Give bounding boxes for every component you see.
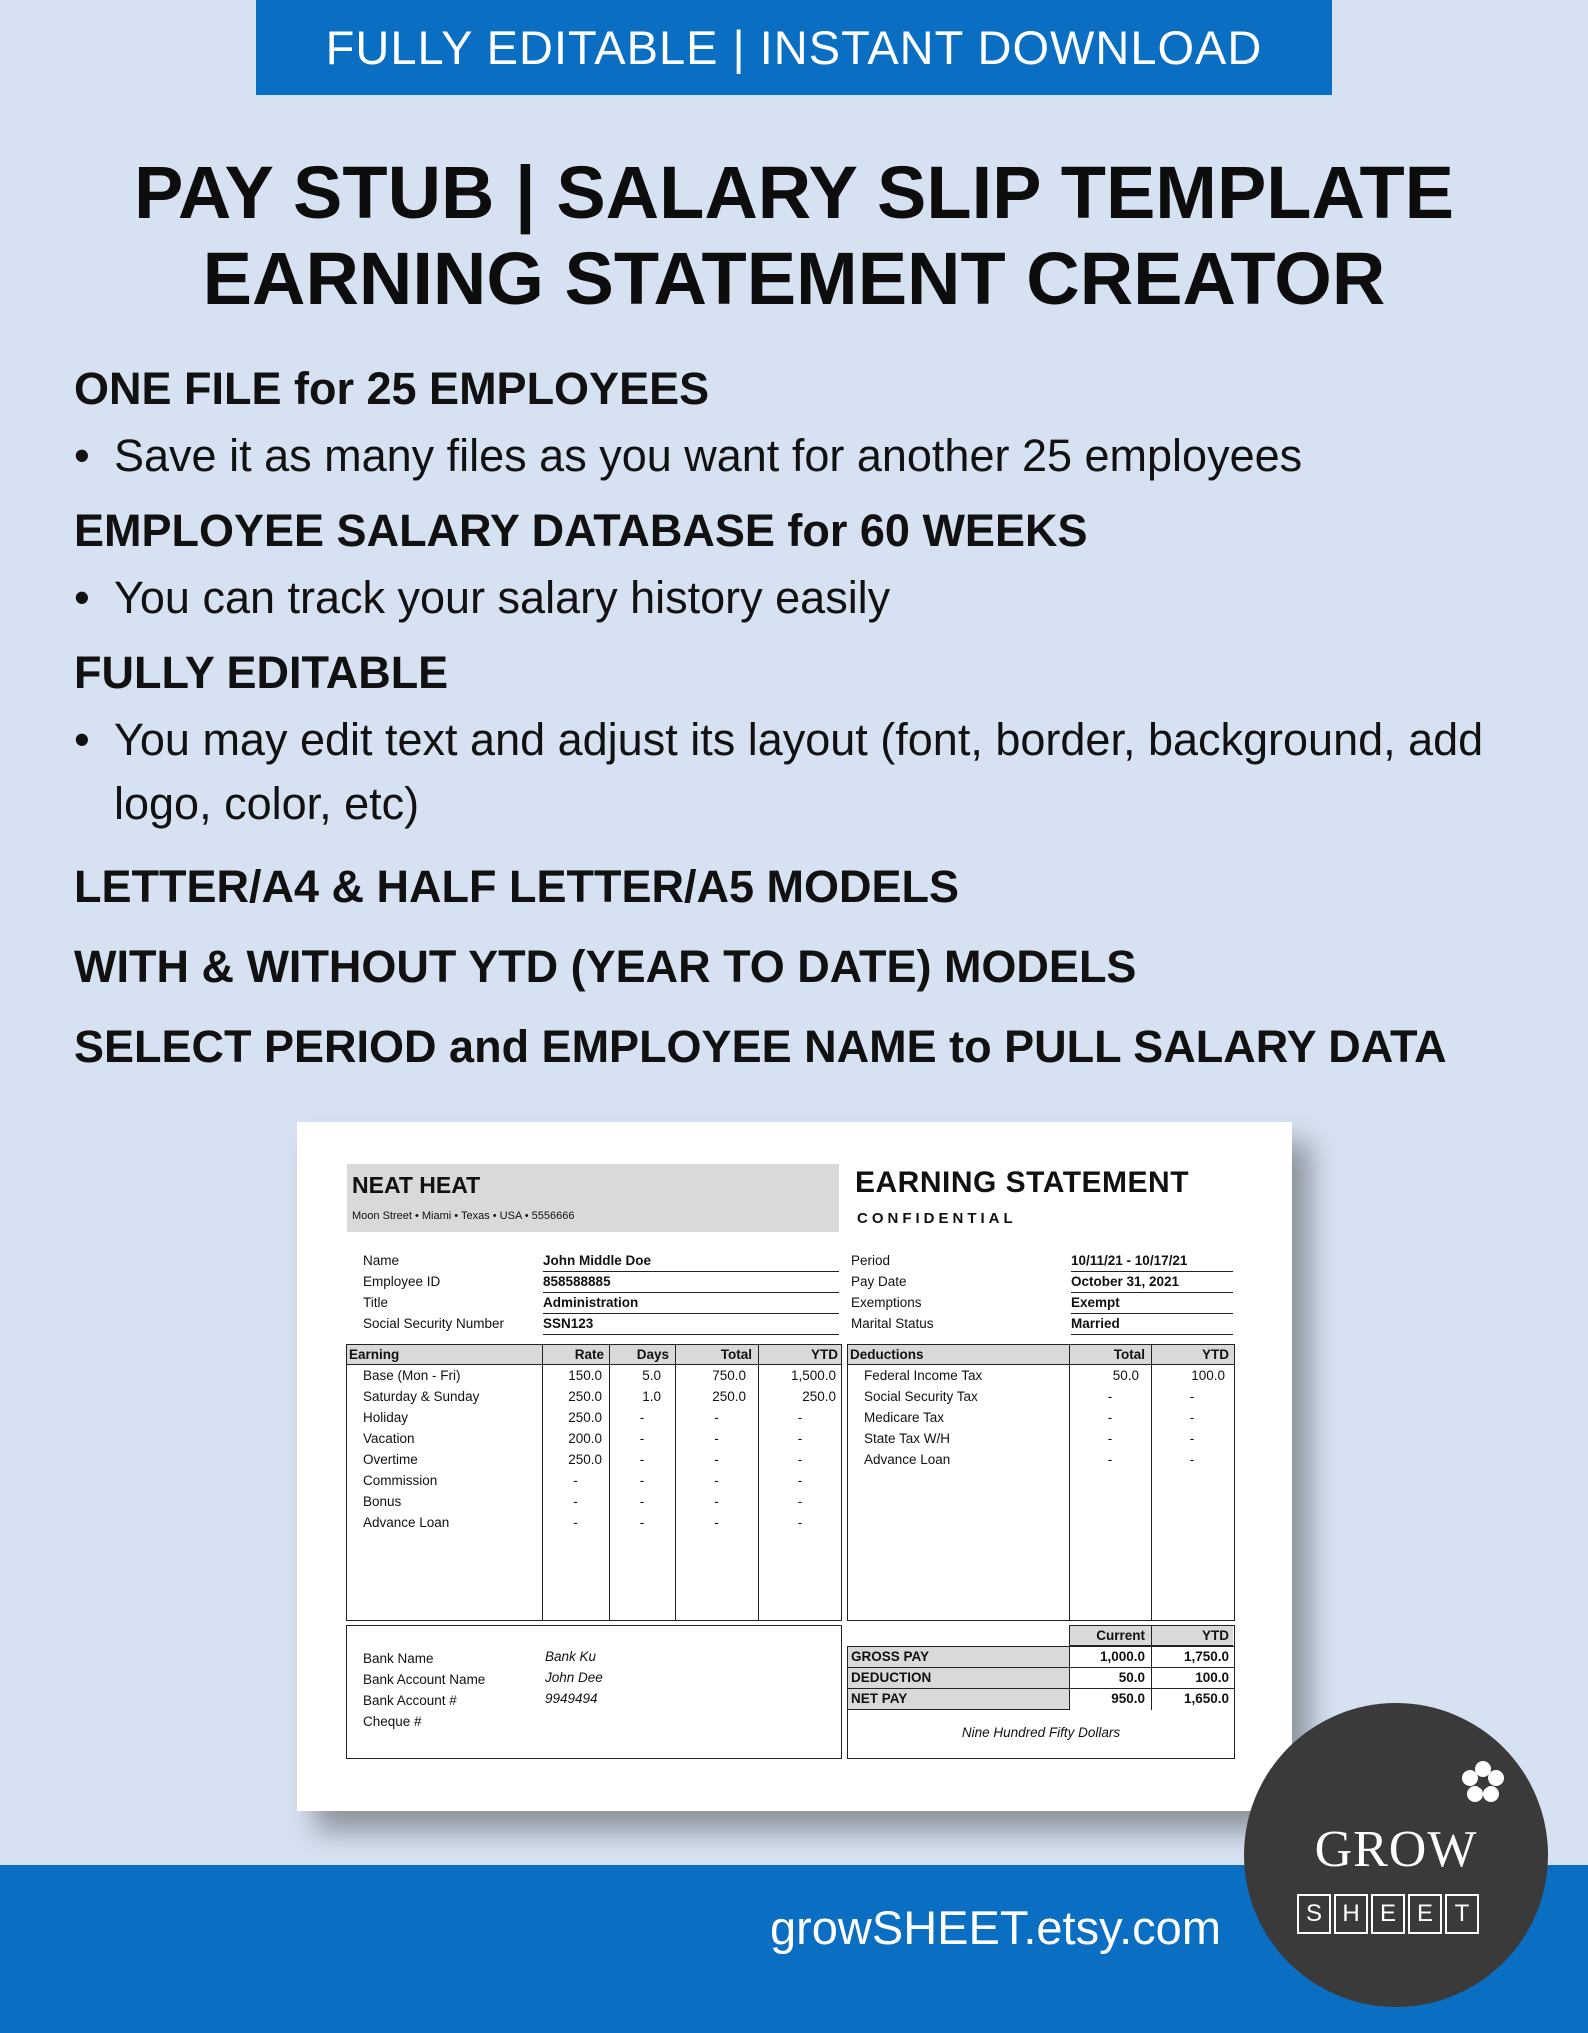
feature-bullet: [74, 566, 1544, 630]
deductions-table: [847, 1344, 1235, 1621]
table-row: [347, 1407, 841, 1428]
table-row: [347, 1470, 841, 1491]
feature-bullet: [74, 424, 1544, 488]
earning-ytd: -: [797, 1431, 803, 1446]
earning-ytd: 250.0: [802, 1389, 836, 1404]
table-row: [347, 1365, 841, 1386]
info-label: Cheque #: [363, 1714, 422, 1729]
summary-top-mask: [846, 1624, 1069, 1646]
net-pay-ytd: 1,650.0: [1183, 1691, 1229, 1706]
info-label: Employee ID: [363, 1274, 441, 1289]
earning-name: Overtime: [363, 1452, 418, 1467]
flower-icon: [1458, 1758, 1508, 1808]
pay-period: 10/11/21 - 10/17/21: [1071, 1253, 1233, 1272]
deduction-ytd: 100.0: [1191, 1368, 1225, 1383]
exemptions: Exempt: [1071, 1295, 1233, 1314]
deduction-name: Social Security Tax: [864, 1389, 978, 1404]
deduction-ytd: -: [1189, 1452, 1195, 1467]
feature-bullet-text: Save it as many files as you want for another 25 employees: [114, 430, 1303, 481]
earning-ytd: -: [797, 1452, 803, 1467]
deduction-ytd: -: [1189, 1410, 1195, 1425]
earning-rate: 200.0: [568, 1431, 602, 1446]
net-pay-current: 950.0: [1111, 1691, 1145, 1706]
earning-total: 250.0: [712, 1389, 746, 1404]
table-row: [347, 1491, 841, 1512]
bank-name: Bank Ku: [545, 1649, 597, 1664]
column-header: Rate: [574, 1347, 604, 1362]
logo-sheet-letters: [1297, 1894, 1479, 1934]
earning-rate: -: [573, 1515, 578, 1530]
earning-rate: 250.0: [568, 1410, 602, 1425]
info-label: Title: [363, 1295, 389, 1310]
deduction-current: 50.0: [1118, 1670, 1145, 1685]
deduction-name: Advance Loan: [864, 1452, 951, 1467]
info-label: Bank Name: [363, 1651, 434, 1666]
table-row: [848, 1407, 1234, 1428]
earning-ytd: -: [797, 1515, 803, 1530]
table-row: [848, 1428, 1234, 1449]
column-header: Days: [636, 1347, 669, 1362]
deduction-label: DEDUCTION: [851, 1670, 932, 1685]
earning-total: -: [714, 1431, 719, 1446]
feature-bullet-text: You may edit text and adjust its layout (font, border, background, add logo, color, etc): [114, 714, 1484, 829]
earning-days: -: [639, 1515, 645, 1530]
bullet-icon: •: [74, 572, 90, 623]
column-header: YTD: [811, 1347, 838, 1362]
bank-account-number: 9949494: [545, 1691, 598, 1706]
earning-rate: 150.0: [568, 1368, 602, 1383]
table-row: [347, 1428, 841, 1449]
current-header: Current: [1096, 1628, 1145, 1643]
earning-name: Saturday & Sunday: [363, 1389, 480, 1404]
net-pay-words: Nine Hundred Fifty Dollars: [961, 1725, 1121, 1740]
earning-name: Advance Loan: [363, 1515, 450, 1530]
earning-total: -: [714, 1473, 719, 1488]
gross-pay-current: 1,000.0: [1099, 1649, 1145, 1664]
column-header: YTD: [1202, 1347, 1229, 1362]
bank-account-name: John Dee: [545, 1670, 603, 1685]
earning-rate: 250.0: [568, 1389, 602, 1404]
deduction-name: Federal Income Tax: [864, 1368, 983, 1383]
column-header: Deductions: [850, 1347, 924, 1362]
confidential-label: CONFIDENTIAL: [857, 1210, 1017, 1227]
logo-word: GROW: [1314, 1821, 1478, 1878]
earning-days: -: [639, 1494, 645, 1509]
logo-letter: S: [1297, 1894, 1331, 1934]
info-label: Period: [851, 1253, 891, 1268]
info-label: Name: [363, 1253, 400, 1268]
table-row: [347, 1449, 841, 1470]
deduction-total: -: [1107, 1452, 1113, 1467]
logo-letter: E: [1371, 1894, 1405, 1934]
earning-days: 5.0: [642, 1368, 661, 1383]
company-address: Moon Street • Miami • Texas • USA • 5556666: [352, 1210, 575, 1222]
deduction-name: Medicare Tax: [864, 1410, 945, 1425]
feature-bullet-text: You can track your salary history easily: [114, 572, 891, 623]
feature-list: [74, 360, 1544, 1098]
bank-info: [346, 1625, 842, 1759]
earning-total: -: [714, 1410, 719, 1425]
bullet-icon: •: [74, 430, 90, 481]
title-line-1: PAY STUB | SALARY SLIP TEMPLATE: [133, 151, 1455, 234]
table-row: [848, 1365, 1234, 1386]
table-row: [848, 1449, 1234, 1470]
feature-heading: ONE FILE for 25 EMPLOYEES: [74, 363, 710, 414]
feature-heading: FULLY EDITABLE: [74, 647, 449, 698]
feature-heading: SELECT PERIOD and EMPLOYEE NAME to PULL SALARY DATA: [74, 1021, 1447, 1072]
table-row: [848, 1386, 1234, 1407]
deduction-name: State Tax W/H: [864, 1431, 951, 1446]
period-info: [851, 1250, 1233, 1334]
feature-heading: LETTER/A4 & HALF LETTER/A5 MODELS: [74, 861, 960, 912]
deduction-ytd: -: [1189, 1431, 1195, 1446]
feature-heading: WITH & WITHOUT YTD (YEAR TO DATE) MODELS: [74, 941, 1137, 992]
earning-days: -: [639, 1473, 645, 1488]
earning-name: Commission: [363, 1473, 438, 1488]
info-label: Marital Status: [851, 1316, 934, 1331]
earning-days: -: [639, 1431, 645, 1446]
pay-stub-preview: [297, 1122, 1292, 1811]
gross-pay-ytd: 1,750.0: [1183, 1649, 1229, 1664]
logo-letter: T: [1445, 1894, 1479, 1934]
employee-ssn: SSN123: [543, 1316, 839, 1335]
earning-total: -: [714, 1452, 719, 1467]
earning-total: -: [714, 1494, 719, 1509]
employee-name: John Middle Doe: [543, 1253, 839, 1272]
marital-status: Married: [1071, 1316, 1233, 1335]
column-header: Total: [1113, 1347, 1145, 1362]
statement-title: EARNING STATEMENT: [855, 1166, 1190, 1199]
deduction-total: -: [1107, 1389, 1113, 1404]
top-banner: FULLY EDITABLE | INSTANT DOWNLOAD: [256, 0, 1332, 95]
table-row: [347, 1386, 841, 1407]
gross-pay-label: GROSS PAY: [851, 1649, 930, 1664]
pay-summary: [847, 1625, 1235, 1759]
shop-url[interactable]: growSHEET.etsy.com: [770, 1901, 1221, 1954]
info-label: Exemptions: [851, 1295, 922, 1310]
earning-rate: -: [573, 1494, 578, 1509]
earning-total: 750.0: [712, 1368, 746, 1383]
deduction-total: 50.0: [1112, 1368, 1139, 1383]
deduction-total: -: [1107, 1410, 1113, 1425]
feature-bullet: [74, 708, 1544, 836]
column-header: Total: [720, 1347, 752, 1362]
earning-total: -: [714, 1515, 719, 1530]
earning-name: Bonus: [363, 1494, 402, 1509]
earning-ytd: -: [797, 1473, 803, 1488]
info-label: Bank Account Name: [363, 1672, 486, 1687]
earning-ytd: -: [797, 1494, 803, 1509]
earnings-table: [346, 1344, 842, 1621]
earning-name: Holiday: [363, 1410, 409, 1425]
earning-name: Vacation: [363, 1431, 415, 1446]
earning-days: 1.0: [642, 1389, 661, 1404]
bullet-icon: •: [74, 714, 90, 765]
earning-rate: 250.0: [568, 1452, 602, 1467]
ytd-header: YTD: [1202, 1628, 1229, 1643]
info-label: Bank Account #: [363, 1693, 457, 1708]
feature-heading: EMPLOYEE SALARY DATABASE for 60 WEEKS: [74, 505, 1088, 556]
employee-title: Administration: [543, 1295, 839, 1314]
logo-letter: E: [1408, 1894, 1442, 1934]
pay-date: October 31, 2021: [1071, 1274, 1233, 1293]
earning-ytd: -: [797, 1410, 803, 1425]
deduction-ytd: 100.0: [1195, 1670, 1229, 1685]
employee-id: 858588885: [543, 1274, 839, 1293]
title-line-2: EARNING STATEMENT CREATOR: [202, 237, 1386, 320]
company-name: NEAT HEAT: [352, 1172, 481, 1198]
earning-name: Base (Mon - Fri): [363, 1368, 461, 1383]
earning-days: -: [639, 1410, 645, 1425]
earning-ytd: 1,500.0: [790, 1368, 836, 1383]
info-label: Social Security Number: [363, 1316, 505, 1331]
deduction-ytd: -: [1189, 1389, 1195, 1404]
logo-letter: H: [1334, 1894, 1368, 1934]
earning-rate: -: [573, 1473, 578, 1488]
net-pay-label: NET PAY: [851, 1691, 908, 1706]
deduction-total: -: [1107, 1431, 1113, 1446]
earning-days: -: [639, 1452, 645, 1467]
column-header: Earning: [349, 1347, 400, 1362]
employee-info: [363, 1250, 839, 1334]
main-title: [0, 150, 1588, 322]
table-row: [347, 1512, 841, 1533]
info-label: Pay Date: [851, 1274, 907, 1289]
